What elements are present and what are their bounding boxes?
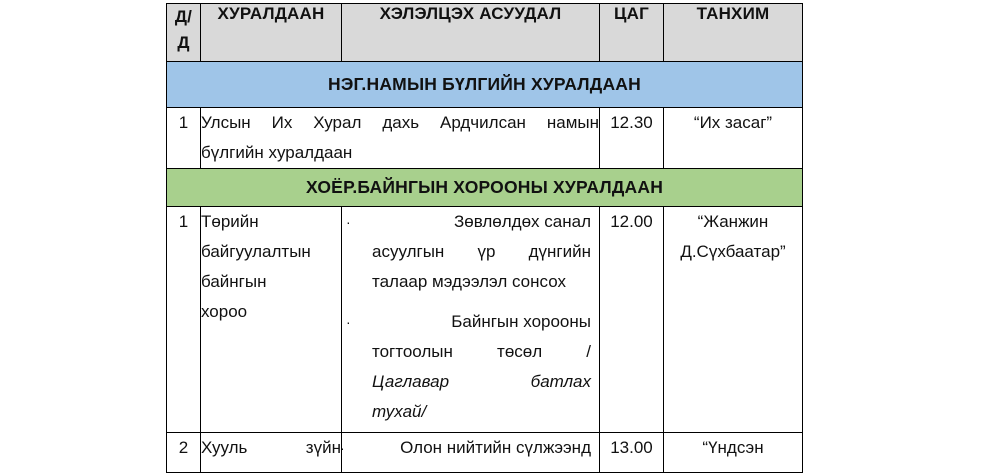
header-topic: ХЭЛЭЛЦЭХ АСУУДАЛ [342, 4, 600, 62]
topic-line: талаар мэдээлэл сонсох [372, 272, 566, 291]
bullet-icon: · [340, 440, 345, 456]
row-meeting [201, 108, 600, 169]
topic-item [348, 207, 591, 297]
section-row [167, 62, 803, 108]
row-hall: “Үндсэн [664, 433, 803, 473]
row-time: 12.00 [600, 207, 664, 433]
section-title: НЭГ.НАМЫН БҮЛГИЙН ХУРАЛДААН [167, 62, 803, 108]
table-row [167, 108, 803, 169]
agenda-table [166, 3, 803, 473]
topic-item [342, 433, 591, 463]
row-time: 12.30 [600, 108, 664, 169]
header-row [167, 4, 803, 62]
row-topic [342, 207, 600, 433]
row-time: 13.00 [600, 433, 664, 473]
header-time: ЦАГ [600, 4, 664, 62]
row-number: 1 [167, 207, 201, 433]
row-hall-line: “Жанжин [697, 212, 769, 231]
header-number [167, 4, 201, 62]
row-topic [342, 433, 600, 473]
row-meeting-line: байнгын [201, 272, 267, 291]
row-meeting-line: бүлгийн хуралдаан [201, 143, 353, 162]
bullet-icon: · [346, 214, 351, 230]
topic-line: Олон нийтийн сүлжээнд [400, 438, 591, 457]
row-number: 1 [167, 108, 201, 169]
header-number-line-2: Д [177, 33, 190, 52]
row-meeting-line: хороо [201, 302, 248, 321]
topic-line [348, 397, 591, 427]
table-row [167, 433, 803, 473]
header-meeting: ХУРАЛДААН [201, 4, 342, 62]
row-hall: “Их засаг” [664, 108, 803, 169]
section-row [167, 169, 803, 207]
topic-line [348, 367, 591, 397]
topic-item [348, 307, 591, 427]
topic-line: тогтоолын төсөл / [372, 342, 591, 361]
header-number-line-1: Д/ [174, 7, 193, 26]
section-title: ХОЁР.БАЙНГЫН ХОРООНЫ ХУРАЛДААН [167, 169, 803, 207]
row-meeting [201, 207, 342, 433]
row-hall-line: Д.Сүхбаатар” [680, 242, 786, 261]
table-row [167, 207, 803, 433]
row-meeting-line: Төрийн [201, 212, 259, 231]
topic-line: Зөвлөлдөх санал [454, 212, 591, 231]
header-hall: ТАНХИМ [664, 4, 803, 62]
topic-line: асуулгын үр дүнгийн [372, 242, 591, 261]
row-meeting-line: Улсын Их Хурал дахь Ардчилсан намын [201, 113, 599, 132]
row-hall [664, 207, 803, 433]
topic-line: Байнгын хорооны [451, 312, 591, 331]
row-meeting-line: байгуулалтын [201, 242, 311, 261]
row-meeting: Хууль зүйн [201, 433, 342, 473]
row-number: 2 [167, 433, 201, 473]
topic-italic-line: тухай/ [372, 402, 427, 421]
bullet-icon: · [346, 314, 351, 330]
topic-italic-line: Цаглавар батлах [372, 372, 591, 391]
